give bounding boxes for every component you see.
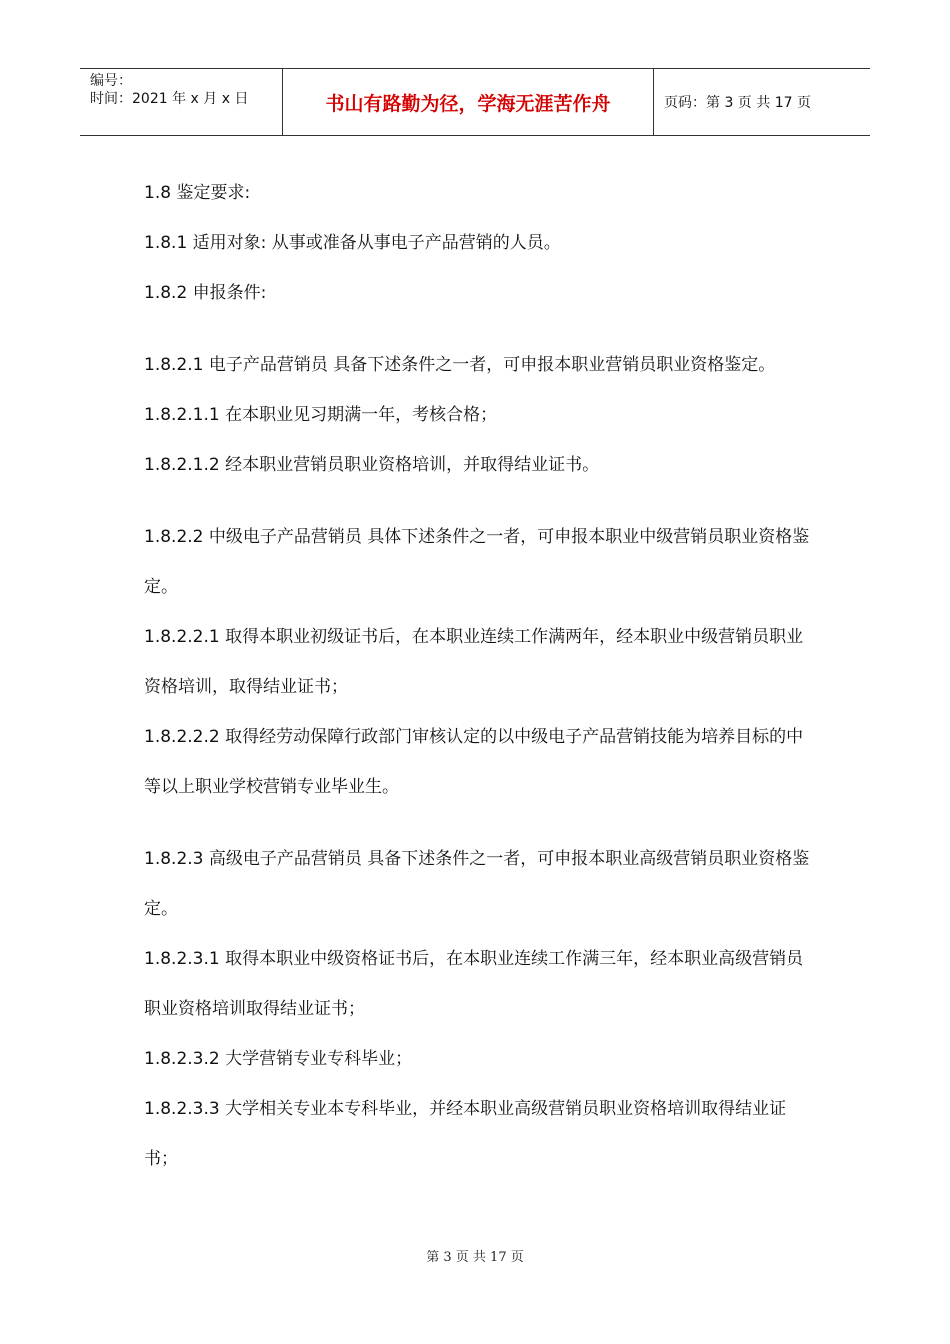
- header-motto: 书山有路勤为径，学海无涯苦作舟: [282, 69, 654, 135]
- section-heading: 1.8.2 申报条件:: [144, 283, 267, 303]
- document-date: 时间：2021 年 x 月 x 日: [90, 91, 249, 107]
- page-footer: 第 3 页 共 17 页: [426, 1250, 524, 1265]
- header-page-info: 页码：第 3 页 共 17 页: [664, 95, 811, 111]
- paragraph: 1.8.2.1.2 经本职业营销员职业资格培训，并取得结业证书。: [144, 455, 600, 475]
- paragraph: 1.8.2.3.1 取得本职业中级资格证书后，在本职业连续工作满三年，经本职业高级营销员职业资格培训取得结业证书；: [144, 949, 804, 1019]
- document-code-label: 编号：: [90, 73, 132, 89]
- header-meta-cell: [80, 69, 282, 135]
- paragraph: 1.8.2.2.2 取得经劳动保障行政部门审核认定的以中级电子产品营销技能为培养目标的中等以上职业学校营销专业毕业生。: [144, 727, 804, 797]
- paragraph: 1.8.2.3.2 大学营销专业专科毕业；: [144, 1049, 413, 1069]
- paragraph: 1.8.2.3.3 大学相关专业本专科毕业，并经本职业高级营销员职业资格培训取得结业证书；: [144, 1099, 787, 1169]
- paragraph: 1.8.1 适用对象: 从事或准备从事电子产品营销的人员。: [144, 233, 561, 253]
- paragraph: 1.8.2.2 中级电子产品营销员 具体下述条件之一者，可申报本职业中级营销员职业资格鉴定。: [144, 527, 810, 597]
- document-body: [144, 168, 814, 1184]
- paragraph: 1.8.2.3 高级电子产品营销员 具备下述条件之一者，可申报本职业高级营销员职业资格鉴定。: [144, 849, 810, 919]
- paragraph: 1.8.2.1.1 在本职业见习期满一年，考核合格；: [144, 405, 498, 425]
- paragraph: 1.8.2.2.1 取得本职业初级证书后，在本职业连续工作满两年，经本职业中级营销员职业资格培训，取得结业证书；: [144, 627, 804, 697]
- section-heading: 1.8 鉴定要求:: [144, 183, 251, 203]
- paragraph: 1.8.2.1 电子产品营销员 具备下述条件之一者，可申报本职业营销员职业资格鉴定。: [144, 355, 776, 375]
- page-header: [80, 68, 870, 136]
